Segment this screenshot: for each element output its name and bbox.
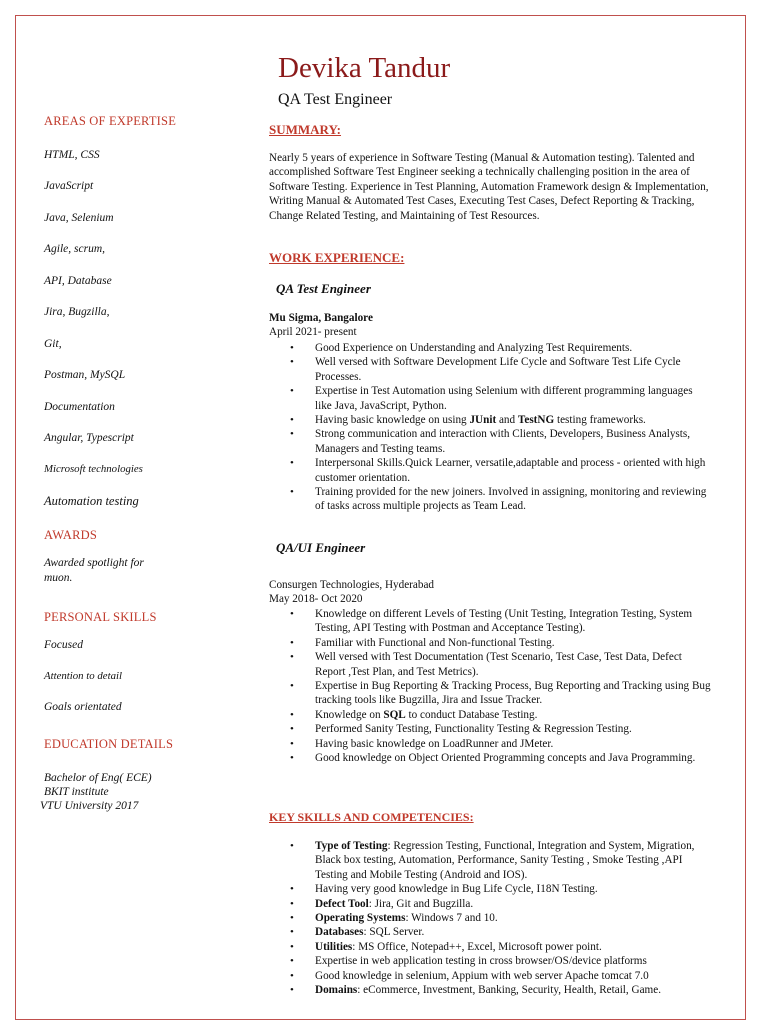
expertise-item: Git, xyxy=(44,338,62,350)
awards-heading: AWARDS xyxy=(44,528,97,542)
education-university: VTU University 2017 xyxy=(40,800,139,812)
bullet-item: • Good Experience on Understanding and Analyzing Test Requirements. xyxy=(269,341,709,355)
key-skills-heading: KEY SKILLS AND COMPETENCIES: xyxy=(269,810,474,824)
candidate-name: Devika Tandur xyxy=(278,52,451,84)
bullet-item: • Knowledge on different Levels of Testing (Unit Testing, Integration Testing, System Testing, API Testing with Postman and Acceptance Testing). xyxy=(269,607,711,636)
bullet-item: • Expertise in Test Automation using Selenium with different programming languages like Java, JavaScript, Python. xyxy=(269,384,709,413)
resume-page xyxy=(15,15,746,1020)
bullet-item: • Having basic knowledge on using JUnit and TestNG testing frameworks. xyxy=(269,413,709,427)
bullet-item: • Databases: SQL Server. xyxy=(269,925,717,939)
summary-text: Nearly 5 years of experience in Software Testing (Manual & Automation testing). Talented and accomplished Software Test Engineer seeking a technically challenging position in the area of Software Testing. Experience in Test Planning, Automation Framework design & Implementation, Writing Manual & Automated Test Cases, Executing Test Cases, Defect Reporting & Tracking, Change Related Testing, and Maintaining of Test Resources. xyxy=(269,152,709,222)
bullet-item: • Knowledge on SQL to conduct Database Testing. xyxy=(269,708,711,722)
job-dates: April 2021- present xyxy=(269,326,357,338)
bullet-item: • Strong communication and interaction with Clients, Developers, Business Analysts, Managers and Testing teams. xyxy=(269,427,709,456)
bullet-item: • Domains: eCommerce, Investment, Banking, Security, Health, Retail, Game. xyxy=(269,983,717,997)
bullet-item: • Defect Tool: Jira, Git and Bugzilla. xyxy=(269,897,717,911)
expertise-item: Jira, Bugzilla, xyxy=(44,306,110,318)
bullet-item: • Well versed with Test Documentation (Test Scenario, Test Case, Test Data, Defect Report ,Test Plan, and Test Metrics). xyxy=(269,650,711,679)
bullet-item: • Good knowledge on Object Oriented Programming concepts and Java Programming. xyxy=(269,751,711,765)
education-institute: BKIT institute xyxy=(44,786,109,798)
bullet-item: • Operating Systems: Windows 7 and 10. xyxy=(269,911,717,925)
bullet-item: • Well versed with Software Development Life Cycle and Software Test Life Cycle Processes. xyxy=(269,355,709,384)
personal-skill: Focused xyxy=(44,639,83,651)
expertise-item: Automation testing xyxy=(44,494,139,508)
summary-heading: SUMMARY: xyxy=(269,122,342,137)
bullet-item: • Expertise in Bug Reporting & Tracking Process, Bug Reporting and Tracking using Bug tracking tools like Bugzilla, Jira and Issue Tracker. xyxy=(269,679,711,708)
bullet-item: • Type of Testing: Regression Testing, Functional, Integration and System, Migration, Black box testing, Automation, Performance, Sanity Testing , Smoke Testing ,API Testing and Mobile Testing (Android and IOS). xyxy=(269,839,717,882)
expertise-item: Documentation xyxy=(44,401,115,413)
personal-skill: Goals orientated xyxy=(44,701,122,713)
job-title: QA/UI Engineer xyxy=(276,540,366,555)
expertise-item: HTML, CSS xyxy=(44,149,100,161)
bullet-item: • Interpersonal Skills.Quick Learner, versatile,adaptable and process - oriented with high customer orientation. xyxy=(269,456,709,485)
expertise-item: API, Database xyxy=(44,275,112,287)
job-title: QA Test Engineer xyxy=(276,281,371,296)
expertise-item: Angular, Typescript xyxy=(44,432,134,444)
bullet-item: • Having very good knowledge in Bug Life Cycle, I18N Testing. xyxy=(269,882,717,896)
bullet-item: • Good knowledge in selenium, Appium with web server Apache tomcat 7.0 xyxy=(269,969,717,983)
key-skills-bullets xyxy=(269,839,717,997)
expertise-item: JavaScript xyxy=(44,180,94,192)
bullet-item: • Having basic knowledge on LoadRunner and JMeter. xyxy=(269,737,711,751)
bullet-item: • Training provided for the new joiners. Involved in assigning, monitoring and reviewing of tasks across multiple projects as Team Lead. xyxy=(269,485,709,514)
bullet-item: • Performed Sanity Testing, Functionality Testing & Regression Testing. xyxy=(269,722,711,736)
education-degree: Bachelor of Eng( ECE) xyxy=(44,772,152,784)
candidate-role: QA Test Engineer xyxy=(278,91,393,108)
job-company: Mu Sigma, Bangalore xyxy=(269,312,373,324)
award-text: Awarded spotlight for xyxy=(44,557,144,569)
bullet-item: • Expertise in web application testing in cross browser/OS/device platforms xyxy=(269,954,717,968)
expertise-item: Microsoft technologies xyxy=(44,463,143,475)
education-heading: EDUCATION DETAILS xyxy=(44,737,174,751)
expertise-heading: AREAS OF EXPERTISE xyxy=(44,114,177,128)
expertise-item: Agile, scrum, xyxy=(44,243,106,255)
bullet-item: • Familiar with Functional and Non-functional Testing. xyxy=(269,636,711,650)
job-dates: May 2018- Oct 2020 xyxy=(269,593,363,605)
job-bullets xyxy=(269,607,711,765)
personal-skills-heading: PERSONAL SKILLS xyxy=(44,610,157,624)
work-experience-heading: WORK EXPERIENCE: xyxy=(269,250,405,265)
job-bullets xyxy=(269,341,709,514)
expertise-item: Postman, MySQL xyxy=(44,369,126,381)
job-company: Consurgen Technologies, Hyderabad xyxy=(269,579,435,591)
award-text: muon. xyxy=(44,572,73,584)
bullet-item: • Utilities: MS Office, Notepad++, Excel, Microsoft power point. xyxy=(269,940,717,954)
expertise-item: Java, Selenium xyxy=(44,212,114,224)
personal-skill: Attention to detail xyxy=(44,670,122,682)
